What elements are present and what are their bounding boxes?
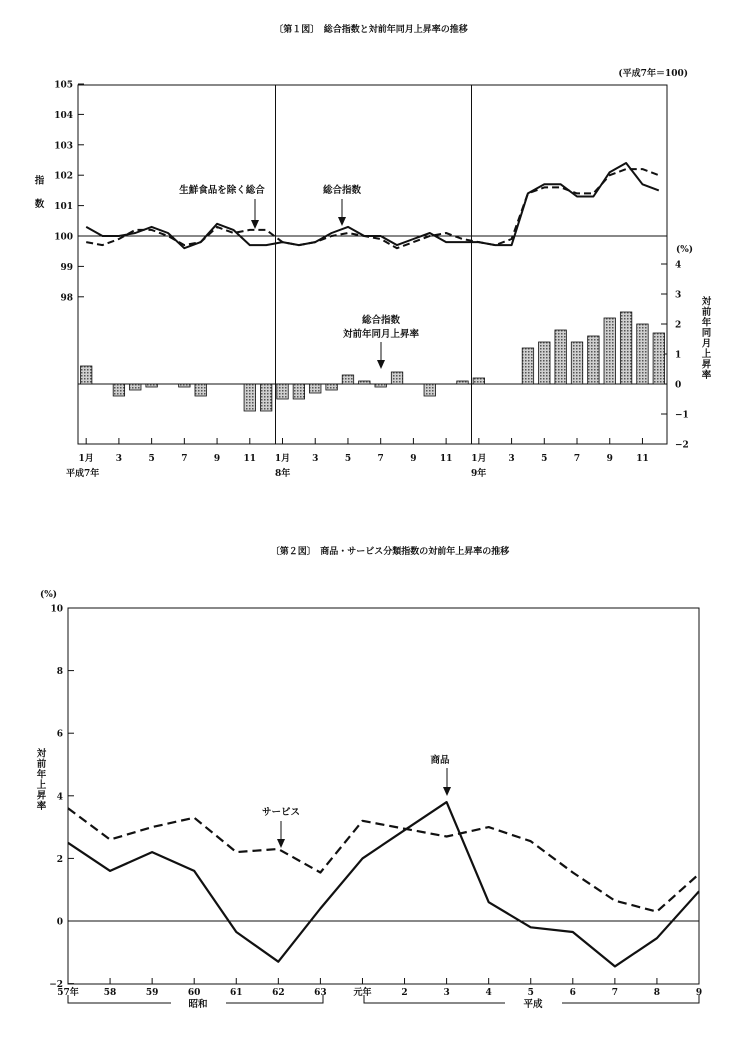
chart1-left-tick-label: 103 bbox=[54, 141, 73, 152]
chart1-left-ticks bbox=[54, 81, 84, 304]
annotation-general-index: 総合指数 bbox=[322, 185, 362, 196]
chart1-general-index-line bbox=[86, 163, 659, 248]
chart1-rate-bar bbox=[260, 384, 271, 411]
chart1-right-tick-label: −2 bbox=[675, 440, 689, 451]
chart1-rate-bar bbox=[588, 336, 599, 384]
chart1-right-tick-label: 3 bbox=[675, 290, 682, 301]
chart1-rate-bar bbox=[293, 384, 304, 399]
annotation-goods-arrowhead bbox=[443, 787, 451, 796]
chart2-y-tick-label: 2 bbox=[56, 854, 63, 865]
chart1-x-tick-label: 11 bbox=[636, 454, 649, 464]
chart2-x-tick-label: 62 bbox=[272, 988, 285, 998]
chart1-rate-bar bbox=[342, 375, 353, 384]
chart1-rate-bar bbox=[620, 312, 631, 384]
chart1-x-tick-label: 1月 bbox=[274, 454, 291, 464]
annotation-bars-line2: 対前年同月上昇率 bbox=[342, 329, 420, 340]
chart1-rate-bar bbox=[522, 348, 533, 384]
chart1-rate-bar bbox=[179, 384, 190, 387]
chart1-title: 〔第１図〕 総合指数と対前年同月上昇率の推移 bbox=[274, 25, 468, 35]
chart1-rate-bar bbox=[113, 384, 124, 396]
chart2-x-ticks bbox=[57, 978, 702, 998]
chart1-right-unit: (%) bbox=[676, 245, 694, 255]
chart1-rate-bar bbox=[277, 384, 288, 399]
heisei-era-label: 平成 bbox=[523, 999, 543, 1010]
chart2-x-tick-label: 63 bbox=[314, 988, 327, 998]
chart1-x-tick-label: 3 bbox=[508, 454, 515, 464]
annotation-core-index: 生鮮食品を除く総合 bbox=[179, 185, 265, 196]
annotation-goods: 商品 bbox=[430, 755, 450, 766]
chart1-rate-bar bbox=[195, 384, 206, 396]
chart2-x-tick-label: 7 bbox=[611, 988, 618, 998]
chart2-y-tick-label: 0 bbox=[56, 917, 63, 928]
chart1 bbox=[33, 23, 712, 479]
chart1-rate-bar bbox=[359, 381, 370, 384]
chart2-goods-line bbox=[68, 802, 699, 966]
chart1-left-axis-label: 指数 bbox=[32, 175, 44, 222]
chart1-x-tick-label: 9 bbox=[410, 454, 417, 464]
chart2-y-tick-label: 8 bbox=[56, 667, 63, 678]
chart2-x-tick-label: 9 bbox=[695, 988, 703, 998]
chart2-x-tick-label: 2 bbox=[401, 988, 408, 998]
chart1-lines bbox=[86, 163, 659, 248]
chart1-rate-bar bbox=[457, 381, 468, 384]
chart2-y-tick-label: −2 bbox=[49, 980, 63, 991]
chart1-rate-bar bbox=[130, 384, 141, 390]
chart2-x-tick-label: 4 bbox=[485, 988, 492, 998]
chart1-left-tick-label: 100 bbox=[54, 232, 73, 243]
chart2-y-tick-label: 10 bbox=[50, 604, 63, 615]
chart1-rate-bar bbox=[326, 384, 337, 390]
chart2-x-tick-label: 元年 bbox=[353, 988, 372, 998]
chart2-y-ticks bbox=[49, 605, 74, 991]
chart1-x-tick-label: 5 bbox=[541, 454, 548, 464]
chart1-year-label: 9年 bbox=[471, 469, 487, 479]
chart1-rate-bar bbox=[604, 318, 615, 384]
chart1-right-tick-label: 0 bbox=[675, 380, 682, 391]
chart2-x-tick-label: 6 bbox=[569, 988, 576, 998]
chart1-left-tick-label: 98 bbox=[60, 293, 73, 304]
chart2-frame bbox=[68, 608, 699, 984]
chart1-left-tick-label: 102 bbox=[54, 171, 73, 182]
chart2-services-line bbox=[68, 808, 699, 911]
chart2-y-tick-label: 4 bbox=[56, 792, 63, 803]
chart2-x-tick-label: 58 bbox=[103, 988, 117, 998]
chart1-right-tick-label: 1 bbox=[675, 350, 682, 361]
chart2-x-tick-label: 57年 bbox=[57, 988, 79, 998]
chart1-x-tick-label: 5 bbox=[148, 454, 155, 464]
chart1-rate-bar bbox=[473, 378, 484, 384]
chart1-left-tick-label: 99 bbox=[60, 262, 73, 273]
chart2-x-tick-label: 61 bbox=[230, 988, 243, 998]
chart1-x-tick-label: 3 bbox=[115, 454, 123, 464]
annotation-bars-arrowhead bbox=[377, 360, 385, 369]
chart2-lines bbox=[68, 802, 699, 966]
chart1-rate-bar bbox=[391, 372, 402, 384]
chart2-x-tick-label: 59 bbox=[145, 988, 159, 998]
chart1-rate-bar bbox=[653, 333, 664, 384]
chart2-y-axis-label: 対前年上昇率 bbox=[34, 748, 46, 811]
chart1-rate-bar bbox=[146, 384, 157, 387]
chart1-rate-bar bbox=[555, 330, 566, 384]
chart1-x-tick-label: 9 bbox=[606, 454, 613, 464]
chart1-x-ticks bbox=[79, 438, 649, 464]
chart1-year-label: 平成7年 bbox=[66, 469, 100, 479]
chart1-base-note: (平成7年＝100) bbox=[618, 69, 688, 79]
chart1-rate-bar bbox=[310, 384, 321, 393]
chart1-right-tick-label: 2 bbox=[675, 320, 682, 331]
chart2-x-tick-label: 60 bbox=[187, 988, 201, 998]
annotation-bars-line1: 総合指数 bbox=[361, 315, 401, 326]
chart1-right-ticks bbox=[661, 261, 689, 451]
chart1-bars bbox=[80, 312, 664, 411]
showa-era-label: 昭和 bbox=[188, 999, 208, 1010]
chart1-rate-bar bbox=[375, 384, 386, 387]
chart1-right-axis-label: 対前年同月上昇率 bbox=[699, 296, 711, 380]
chart1-x-tick-label: 7 bbox=[181, 454, 188, 464]
chart2 bbox=[35, 545, 703, 1010]
chart2-title: 〔第２図〕 商品・サービス分類指数の対前年上昇率の推移 bbox=[270, 547, 510, 557]
chart2-x-tick-label: 8 bbox=[653, 988, 661, 998]
chart1-rate-bar bbox=[637, 324, 648, 384]
chart1-x-tick-label: 1月 bbox=[78, 454, 94, 464]
chart1-x-tick-label: 1月 bbox=[471, 454, 487, 464]
chart1-left-tick-label: 104 bbox=[54, 110, 73, 121]
chart1-frame bbox=[78, 85, 667, 444]
chart2-y-tick-label: 6 bbox=[56, 729, 63, 740]
chart1-x-tick-label: 5 bbox=[344, 454, 352, 464]
chart2-x-tick-label: 3 bbox=[443, 988, 450, 998]
chart1-right-tick-label: 4 bbox=[675, 260, 682, 271]
chart1-rate-bar bbox=[424, 384, 435, 396]
chart1-right-tick-label: −1 bbox=[675, 410, 689, 421]
chart1-x-tick-label: 3 bbox=[312, 454, 319, 464]
chart2-y-unit: (%) bbox=[40, 590, 58, 600]
annotation-core-index-arrowhead bbox=[251, 220, 259, 229]
chart1-x-tick-label: 11 bbox=[439, 454, 453, 464]
chart1-rate-bar bbox=[539, 342, 550, 384]
chart1-x-tick-label: 11 bbox=[243, 454, 257, 464]
annotation-services-arrowhead bbox=[277, 839, 285, 848]
chart1-rate-bar bbox=[244, 384, 255, 411]
chart1-rate-bar bbox=[80, 366, 91, 384]
annotation-general-index-arrowhead bbox=[338, 217, 346, 226]
chart1-left-tick-label: 105 bbox=[54, 80, 73, 91]
chart1-x-tick-label: 7 bbox=[573, 454, 581, 464]
chart1-left-tick-label: 101 bbox=[54, 202, 73, 213]
chart1-x-tick-label: 7 bbox=[377, 454, 384, 464]
chart1-year-label: 8年 bbox=[275, 469, 291, 479]
chart1-rate-bar bbox=[571, 342, 582, 384]
chart2-x-tick-label: 5 bbox=[527, 988, 534, 998]
annotation-services: サービス bbox=[261, 807, 301, 818]
chart1-x-tick-label: 9 bbox=[213, 454, 221, 464]
